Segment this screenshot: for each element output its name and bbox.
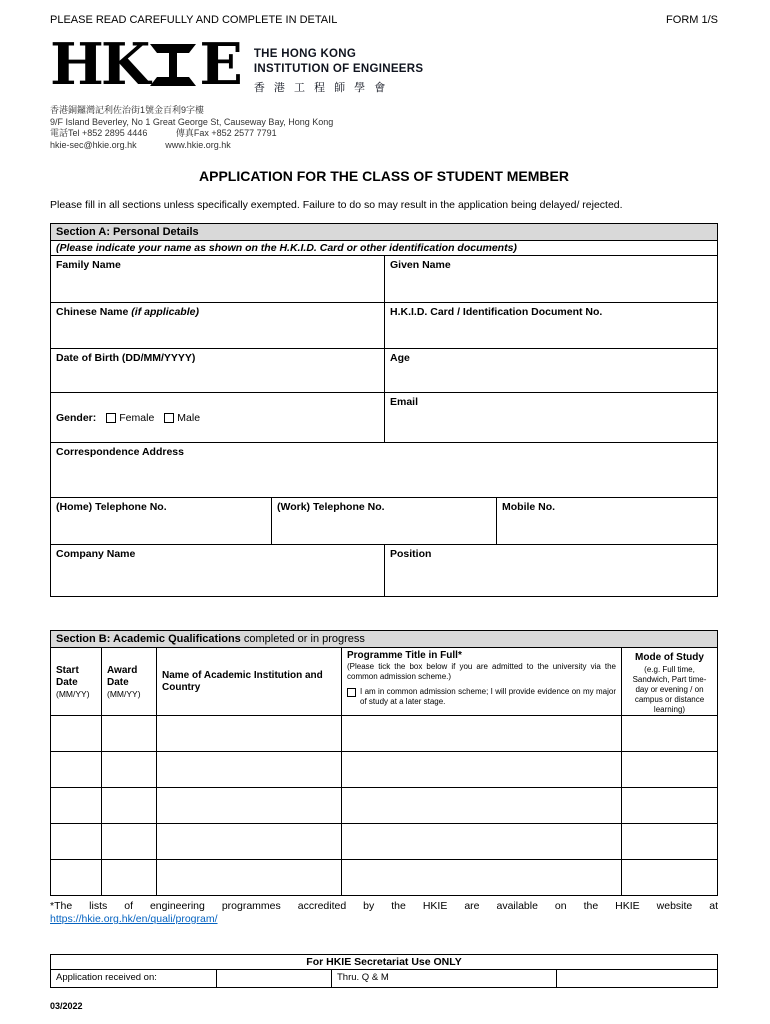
- phone-line: [50, 128, 718, 140]
- section-a-table: [50, 223, 718, 597]
- section-a-header: Section A: Personal Details: [51, 224, 717, 240]
- form-row-names: [51, 255, 717, 302]
- institution-column-header: [156, 648, 341, 715]
- qualification-cell[interactable]: [621, 824, 717, 859]
- tel-number: 電話Tel +852 2895 4446: [50, 128, 148, 139]
- top-line: [50, 14, 718, 26]
- start-date-label: Start Date: [56, 664, 79, 688]
- logo-letters-hk: HK: [50, 31, 148, 98]
- qualification-cell[interactable]: [51, 860, 101, 895]
- secretariat-title: For HKIE Secretariat Use ONLY: [306, 956, 462, 969]
- qualification-cell[interactable]: [621, 716, 717, 751]
- company-name-label: Company Name: [56, 548, 136, 561]
- section-b-header: [51, 631, 717, 647]
- programme-title-label: Programme Title in Full*: [347, 650, 462, 662]
- page-title: APPLICATION FOR THE CLASS OF STUDENT MEMBER: [199, 168, 569, 185]
- mode-of-study-note: (e.g. Full time, Sandwich, Part time-day or evening / on campus or distance learning): [632, 665, 707, 715]
- application-received-label: Application received on:: [56, 972, 157, 984]
- hkid-field[interactable]: [384, 303, 717, 348]
- hkie-logo-block: [50, 31, 718, 98]
- qualification-cell[interactable]: [341, 716, 621, 751]
- qualification-cell[interactable]: [101, 752, 156, 787]
- award-date-format: (MM/YY): [107, 688, 141, 699]
- age-field[interactable]: [384, 349, 717, 392]
- form-number: FORM 1/S: [666, 14, 718, 26]
- form-row-address: [51, 442, 717, 497]
- thru-qm-label-cell: [331, 970, 556, 987]
- address-english: 9/F Island Beverley, No 1 Great George St, Causeway Bay, Hong Kong: [50, 116, 334, 127]
- mobile-label: Mobile No.: [502, 501, 556, 514]
- qualification-row: [51, 787, 717, 823]
- hkie-programmes-link[interactable]: https://hkie.org.hk/en/quali/program/: [50, 913, 218, 926]
- mode-of-study-column-header: [621, 648, 717, 715]
- gender-female-label: Female: [119, 411, 155, 424]
- family-name-label: Family Name: [56, 259, 121, 272]
- email-label: Email: [390, 396, 419, 409]
- qualification-cell[interactable]: [101, 716, 156, 751]
- qualification-cell[interactable]: [621, 860, 717, 895]
- qualification-cell[interactable]: [156, 752, 341, 787]
- read-carefully-note: PLEASE READ CAREFULLY AND COMPLETE IN DETAIL: [50, 14, 338, 26]
- mode-of-study-label: Mode of Study: [635, 652, 704, 664]
- email-field[interactable]: [384, 393, 717, 442]
- form-version: 03/2022: [50, 1001, 83, 1012]
- contact-block: [50, 105, 718, 151]
- qualification-cell[interactable]: [341, 752, 621, 787]
- position-label: Position: [390, 548, 432, 561]
- footnote-text: *The lists of engineering programmes accredited by the HKIE are available on the HKIE website at: [50, 900, 718, 913]
- section-b-header-bold: Section B: Academic Qualifications: [56, 633, 241, 646]
- thru-qm-label: Thru. Q & M: [337, 972, 389, 984]
- email-address: hkie-sec@hkie.org.hk: [50, 139, 137, 150]
- qualification-cell[interactable]: [341, 788, 621, 823]
- gender-field: [51, 393, 384, 442]
- application-received-label-cell: [51, 970, 216, 987]
- section-b-table: [50, 630, 718, 896]
- application-received-value-cell[interactable]: [216, 970, 331, 987]
- hkie-logo: [50, 31, 240, 98]
- form-row-dob-age: [51, 348, 717, 392]
- given-name-label: Given Name: [390, 259, 451, 272]
- accreditation-footnote: [50, 900, 718, 925]
- gender-male-checkbox[interactable]: [164, 413, 174, 423]
- hkid-label: H.K.I.D. Card / Identification Document No.: [390, 306, 603, 319]
- company-name-field[interactable]: [51, 545, 384, 596]
- age-label: Age: [390, 352, 410, 365]
- start-date-column-header: [51, 648, 101, 715]
- thru-qm-value-cell[interactable]: [556, 970, 717, 987]
- start-date-format: (MM/YY): [56, 688, 90, 699]
- qualification-cell[interactable]: [51, 716, 101, 751]
- org-name-block: [254, 42, 424, 95]
- common-admission-label: I am in common admission scheme; I will provide evidence on my major of study at a later stage.: [360, 687, 616, 707]
- correspondence-address-label: Correspondence Address: [56, 446, 184, 459]
- secretariat-row: [51, 969, 717, 987]
- common-admission-checkbox[interactable]: [347, 688, 356, 697]
- qualification-cell[interactable]: [51, 752, 101, 787]
- home-telephone-field[interactable]: [51, 498, 271, 544]
- form-row-company: [51, 544, 717, 596]
- address-chinese: 香港銅鑼灣記利佐治街1號金百利9字樓: [50, 105, 205, 115]
- qualification-cell[interactable]: [101, 824, 156, 859]
- programme-title-column-header: [341, 648, 621, 715]
- correspondence-address-field[interactable]: [51, 443, 717, 497]
- qualification-row: [51, 859, 717, 895]
- chinese-name-suffix: (if applicable): [131, 306, 199, 319]
- mobile-field[interactable]: [496, 498, 717, 544]
- qualification-cell[interactable]: [341, 860, 621, 895]
- qualification-cell[interactable]: [156, 824, 341, 859]
- programme-title-note: (Please tick the box below if you are admitted to the university via the common admission scheme.): [347, 662, 616, 682]
- qualification-cell[interactable]: [341, 824, 621, 859]
- qualification-cell[interactable]: [621, 752, 717, 787]
- intro-note: Please fill in all sections unless specifically exempted. Failure to do so may result in the application being delayed/ rejected.: [50, 199, 623, 212]
- section-b-header-rest: completed or in progress: [240, 633, 365, 646]
- qualification-cell[interactable]: [101, 788, 156, 823]
- position-field[interactable]: [384, 545, 717, 596]
- form-row-telephones: [51, 497, 717, 544]
- qualification-cell[interactable]: [51, 788, 101, 823]
- home-telephone-label: (Home) Telephone No.: [56, 501, 167, 514]
- form-row-chinese-hkid: [51, 302, 717, 348]
- gender-label: Gender:: [56, 411, 97, 424]
- form-row-gender-email: [51, 392, 717, 442]
- section-b-column-headers: [51, 647, 717, 715]
- qualification-cell[interactable]: [156, 788, 341, 823]
- qualification-cell[interactable]: [156, 860, 341, 895]
- hkie-logo-icon: [150, 44, 196, 86]
- email-web-line: [50, 140, 718, 152]
- website-address: www.hkie.org.hk: [165, 139, 231, 150]
- org-name-line2: INSTITUTION OF ENGINEERS: [253, 63, 424, 75]
- chinese-name-field[interactable]: [51, 303, 384, 348]
- qualification-cell[interactable]: [156, 716, 341, 751]
- qualification-cell[interactable]: [101, 860, 156, 895]
- section-a-note: (Please indicate your name as shown on the H.K.I.D. Card or other identification documents): [51, 240, 717, 255]
- date-of-birth-label: Date of Birth (DD/MM/YYYY): [56, 352, 196, 365]
- secretariat-table: [50, 954, 718, 988]
- award-date-column-header: [101, 648, 156, 715]
- given-name-field[interactable]: [384, 256, 717, 302]
- org-name-line1: THE HONG KONG: [253, 48, 357, 60]
- logo-letters-e: E: [199, 31, 240, 98]
- org-name-chinese: 香 港 工 程 師 學 會: [253, 82, 389, 94]
- family-name-field[interactable]: [51, 256, 384, 302]
- gender-female-checkbox[interactable]: [106, 413, 116, 423]
- qualification-row: [51, 823, 717, 859]
- work-telephone-label: (Work) Telephone No.: [277, 501, 385, 514]
- qualification-row: [51, 715, 717, 751]
- qualification-rows: [51, 715, 717, 895]
- work-telephone-field[interactable]: [271, 498, 496, 544]
- common-admission-row: [347, 687, 616, 707]
- qualification-cell[interactable]: [51, 824, 101, 859]
- chinese-name-label: Chinese Name: [56, 306, 129, 319]
- fax-number: 傳真Fax +852 2577 7791: [175, 128, 277, 139]
- institution-label: Name of Academic Institution and Country: [162, 669, 323, 693]
- qualification-row: [51, 751, 717, 787]
- award-date-label: Award Date: [107, 664, 138, 688]
- date-of-birth-field[interactable]: [51, 349, 384, 392]
- qualification-cell[interactable]: [621, 788, 717, 823]
- gender-male-label: Male: [177, 411, 201, 424]
